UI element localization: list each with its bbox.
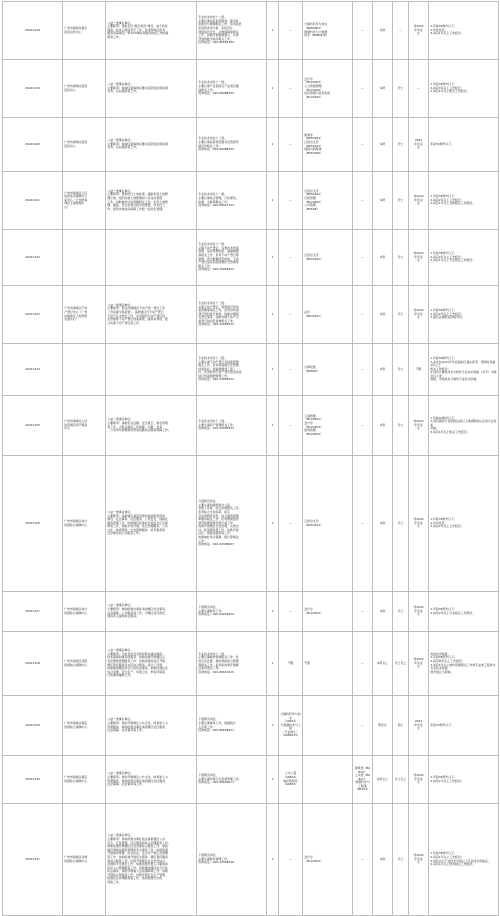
- degree-level-cell: 学士: [393, 230, 409, 286]
- college-major-cell: —: [353, 344, 373, 396]
- table-row: [3, 344, 499, 396]
- unit-name-cell: 广州市海珠区不动 产登记中心（广州 市海珠区土地利用 发展中心）: [63, 286, 106, 344]
- undergrad-major-cell: 新闻学 （B050301） 汉语言文学 （B050101） 网络与新媒体 （B050306）: [303, 118, 353, 172]
- unit-description-cell: 公益一类事业单位。 主要职责：协助街道办事处承担辖区社会事务、 社会保障、公共服务等工作，为辖区社区居民、 退役军人提供综合服务。: [106, 592, 197, 632]
- table-row: [3, 60, 499, 118]
- table-row: [3, 172, 499, 230]
- degree-level-cell: 学士: [393, 286, 409, 344]
- degree-level-cell: 学士: [393, 172, 409, 230]
- degree-level-cell: 学士: [393, 118, 409, 172]
- other-requirements-cell: 1.年龄35周岁以下； 2.具有2年以上工作经历； 3.通过法律职业资格考试。: [429, 286, 499, 344]
- position-duty-cell: 十级职员岗位。 主要从事财务工作。 咨询电话：020-84252654: [197, 592, 267, 632]
- other-requirements-cell: 1.年龄35周岁以下； 2.具有2年以上工作经历； 3.具有1年以上文秘相关工作经历。: [429, 172, 499, 230]
- college-major-cell: —: [353, 456, 373, 592]
- unit-name-cell: 广州市海珠区瑞宝 街道综合保障中心: [63, 756, 106, 804]
- hire-count-cell: 1: [267, 286, 279, 344]
- unit-description-cell: 公益一类事业单位。 主要职责：依法办理辖区不动产统一登记工作 （含房屋交易监管），承担辖区内不动产登记、 不动产证书核发工作，负责组织不动产登记信 息管理和不动产登记档案保管、服务和利用，配 合实施不动产登记等工作。: [106, 286, 197, 344]
- position-duty-cell: 十级职员岗位。 主要从事事务工作、数据统计 人员等工作。 咨询电话：020-89639971: [197, 696, 267, 756]
- education-level-cell: 本科: [373, 396, 393, 456]
- postgrad-major-cell: —: [279, 286, 303, 344]
- table-row: [3, 286, 499, 344]
- education-level-cell: 本科: [373, 230, 393, 286]
- degree-level-cell: 学士以上: [393, 756, 409, 804]
- other-requirements-cell: 1.年龄35周岁以下； 2.具有1年以上工作经历； 3.具有会计专业技术中级以上专业技术资格证， 4.具有1年以上财务相关工作经历。: [429, 804, 499, 916]
- unit-name-cell: 广州市海珠区人民 政府住房保障办公 室中心（广州市海 珠区土地整理中 心）: [63, 172, 106, 230]
- position-duty-cell: 专业技术岗位十二级。 从事不动产登记，管理登记和档 案管理等相关工作，负责对申请 登记资料进行审核，协助办理相 关登记事务，协助办理不动产交 易登记和信息查询相关工作。 咨询电话：020-34083622: [197, 286, 267, 344]
- other-requirements-cell: 1.年龄30周岁以下； 2.具有国家专业资格证或以上级或职称认定的专业技术 资格； 3.具有1年以上相关工作经历。: [429, 396, 499, 456]
- degree-level-cell: 硕士: [393, 696, 409, 756]
- candidate-source-cell: 非2022 年毕业 生: [409, 756, 429, 804]
- college-major-cell: 建筑类（B0810） 土木类（B0811） 管理科学与工程类 （B1201）: [353, 756, 373, 804]
- table-row: [3, 632, 499, 696]
- unit-description-cell: 公益一类事业单位。 主要职责：协助区委海珠区推动投资促进和招商 引资，企业服务等工作。: [106, 60, 197, 118]
- unit-description-cell: 公益一类事业单位。 主要职责：协助区委海珠区推动投资促进和招商 引资，企业服务等工作。: [106, 118, 197, 172]
- college-major-cell: —: [353, 696, 373, 756]
- position-duty-cell: 专业技术岗位十一级。 主要从事城市管理相关工作，负 责应急处置、城市网格综合管理 等相关工作，指导和协助开展辖 区建设项目工作。 咨询电话：020-89617626: [197, 632, 267, 696]
- undergrad-major-cell: 会计学 （B120203）: [303, 804, 353, 916]
- education-level-cell: 本科: [373, 592, 393, 632]
- table-row: [3, 230, 499, 286]
- education-level-cell: 本科以上: [373, 632, 393, 696]
- hire-count-cell: 1: [267, 118, 279, 172]
- other-requirements-cell: 年龄30周岁以下。: [429, 118, 499, 172]
- college-major-cell: —: [353, 172, 373, 230]
- postgrad-major-cell: —: [279, 60, 303, 118]
- other-requirements-cell: 1.年龄35周岁以下； 2.具有2年以上专业相关工作经历。: [429, 592, 499, 632]
- position-duty-cell: 九级职员岗位。 主要从事街道党政办公室、 党建工作室、综合治理相关工作， 负责综合文件起草、拟写 及党建教育宣传、综合服务管理 和服务相关工作；负责群团组织 建设和群团建设等日常工作； 协助开展辖区社会治理、文体活 动、政务服务等工作；协助开展 社区、网格化服务等工作； 协助做好综合保障、统计等相关 工作。 咨询电话：020-34398627: [197, 456, 267, 592]
- other-requirements-cell: 1.年龄35周岁以下； 2.中共党员； 3.具有2年以上工作经历。: [429, 456, 499, 592]
- job-code-cell: 20221219: [3, 60, 63, 118]
- college-major-cell: —: [353, 592, 373, 632]
- recruitment-table-page: [0, 1, 500, 885]
- candidate-source-cell: —: [409, 60, 429, 118]
- hire-count-cell: 1: [267, 396, 279, 456]
- postgrad-major-cell: 不限: [279, 632, 303, 696]
- education-level-cell: 本科: [373, 60, 393, 118]
- postgrad-major-cell: —: [279, 804, 303, 916]
- unit-name-cell: 广州市海珠区瑞宝 街道综合保障中心: [63, 696, 106, 756]
- unit-name-cell: 广州市海珠区数字 政府运营中心: [63, 2, 106, 60]
- education-level-cell: 本科以上: [373, 756, 393, 804]
- hire-count-cell: 1: [267, 632, 279, 696]
- table-row: [3, 456, 499, 592]
- unit-description-cell: 公益一类事业单位。 主要职责：协助开展辖区公共文化、体育和人力 资源服务，协助街道办事处承担辖区社区服务、 社会保障、社会事务等工作。: [106, 696, 197, 756]
- other-requirements-cell: 1.年龄30周岁以下； 2.本次在2022年年底前的应届生报考，须同时具备1年以上 相关工作经历； 3.具有计算机技术与软件专业技术资格（水平）中级及以上或 高级，中级具有计算机专业技术资格。: [429, 344, 499, 396]
- degree-level-cell: 学士以上: [393, 632, 409, 696]
- candidate-source-cell: 非2022 年毕业 生: [409, 230, 429, 286]
- job-code-cell: 20221226: [3, 456, 63, 592]
- college-major-cell: —: [353, 286, 373, 344]
- postgrad-major-cell: —: [279, 396, 303, 456]
- table-body: [3, 2, 499, 916]
- position-duty-cell: 专业技术岗位十一级。 主要从事综合管理，行政事务， 协调、文秘等相关工作。 咨询电话：020-89027704: [197, 172, 267, 230]
- table-row: [3, 696, 499, 756]
- postgrad-major-cell: 计算机科学与技术 （A0812） 大数据技术与工程 （专业硕士） （A084011）: [279, 696, 303, 756]
- unit-name-cell: 广州市海珠区华洲 街道综合保障中心: [63, 804, 106, 916]
- postgrad-major-cell: —: [279, 2, 303, 60]
- other-requirements-cell: 1.年龄35周岁以下； 2.具有1年以上工作经历。: [429, 756, 499, 804]
- candidate-source-cell: 非2022 年毕业 生: [409, 286, 429, 344]
- job-code-cell: 20221229: [3, 696, 63, 756]
- candidate-source-cell: 非2022 年毕业 生: [409, 2, 429, 60]
- unit-name-cell: 广州市海珠区赤沙 街道综合保障中心: [63, 592, 106, 632]
- other-requirements-cell: 此岗位需轮值； 1.年龄35周岁以下； 2.具有两年以上工作经历； 3.具有1年以上城市管理相关工作或专业或工程技术专业技术资格 或中级以上职称。: [429, 632, 499, 696]
- recruitment-table: [2, 1, 499, 916]
- candidate-source-cell: 不限: [409, 344, 429, 396]
- education-level-cell: 本科: [373, 456, 393, 592]
- job-code-cell: 20221227: [3, 592, 63, 632]
- education-level-cell: 本科: [373, 172, 393, 230]
- candidate-source-cell: 2022 年毕业 生: [409, 118, 429, 172]
- candidate-source-cell: 非2022 年毕业 生: [409, 804, 429, 916]
- unit-description-cell: [106, 230, 197, 286]
- position-duty-cell: 十级职员岗位。 主要从事环境卫生监督管理工作。 咨询电话：020-89639971: [197, 756, 267, 804]
- unit-description-cell: 公益一类事业单位。 主要职责：贯彻执行土地政策，编制年度土地整 理计划；组织实施土地整理和公有住房管理 工作，协助做好住房保障相关工作。负责土地整 理、储备、出让实施过程中的管理、技术性工 作，组织实施住房保障工作统一信息化管理。: [106, 172, 197, 230]
- unit-description-cell: 公益一类事业单位。 主要职责：协助街道办事处依法承担辖区公共 安全、应急管理、社区服务和综合治理服务工作， 协助街道开展辖区社会治理综合服务工作；承担 辖区网格化服务管理和安全事务工作；协助街道 开展城市管理、综合执法、安全生产和应急管理 等工作；协助街道开展民生服务、便民利民服务 等综合服务工作；协助开展辖区社会治安综合 治理和平安建设工作；协助街道开展人口服务和 流动人口管理服务工作；协助推进辖区综合行政 执法事务，协助开展重大活动保障等工作；协助 开展统计调查等工作；协助开展安全生产管理、 街道社区协调服务等工作，承担街道交办的 其他工作。: [106, 804, 197, 916]
- unit-description-cell: 公益一类事业单位。 主要职责：为社会治安突防和防灾减灾提供 技术保障和事务性服务；协助街道开展辖区应 急处置等管理服务工作；协助街道和社区开展 便民利民服务及社区综合服务、统计工作等； 协助推进辖区综合行政执法事务、承担街道社区 综合治理、安全生产、环境卫生、市容环境等 行政事务辅助工作。: [106, 632, 197, 696]
- education-level-cell: 本科: [373, 344, 393, 396]
- degree-level-cell: —: [393, 2, 409, 60]
- position-duty-cell: 专业技术岗位十二级。 主要从事不动产登记及档案管理 相关工作，负责档案数字化管理、 档案信息、档案数据加工等工 作，负责使用不动产登记相关系统 进行档案数据管理工作。 咨询电话：020-34083622: [197, 344, 267, 396]
- unit-name-cell: 广州市海珠区投资 促进中心: [63, 118, 106, 172]
- position-duty-cell: 专业技术岗位十二级。 主要从事信息系统规划、数字政 府建设与管理相关工作，负责信息 系统的需求分析、系统设计、 网络信息安全、运维保障等相关 工作，协助开展数据整合、共享 开放和数字政府相关工作。 咨询电话：020-86662384: [197, 2, 267, 60]
- postgrad-major-cell: —: [279, 456, 303, 592]
- candidate-source-cell: 非2022 年毕业 生: [409, 592, 429, 632]
- job-code-cell: 20221230: [3, 756, 63, 804]
- job-code-cell: 20221218: [3, 2, 63, 60]
- undergrad-major-cell: 会计学 （B120203）: [303, 592, 353, 632]
- degree-level-cell: 学士: [393, 344, 409, 396]
- postgrad-major-cell: —: [279, 172, 303, 230]
- other-requirements-cell: 年龄30周岁以下。: [429, 696, 499, 756]
- job-code-cell: 20221221: [3, 172, 63, 230]
- position-duty-cell: 专业技术岗位十二级。 主要从事投资项目服务及营商环 境宣传相关工作。 咨询电话：020-89088359: [197, 118, 267, 172]
- position-duty-cell: 十级职员岗位。 主要从事财务管理工作。 咨询电话：020-34383548: [197, 804, 267, 916]
- candidate-source-cell: 非2022 年毕业 生: [409, 456, 429, 592]
- hire-count-cell: 1: [267, 172, 279, 230]
- unit-name-cell: [63, 230, 106, 286]
- table-row: [3, 2, 499, 60]
- unit-description-cell: 公益一类事业单位。 主要职责：承担机关后勤、安全保卫、物业管理 等工作，为机关提供工作保障、运维、会务 、公务用车管理和使用等后勤综合服务保障工作。: [106, 396, 197, 456]
- unit-name-cell: 广州市海珠区凤阳 街道综合保障中心: [63, 632, 106, 696]
- undergrad-major-cell: 工商管理 （B120201） 会计学 （B120203） 财务管理 （B120204）: [303, 396, 353, 456]
- postgrad-major-cell: —: [279, 344, 303, 396]
- hire-count-cell: 1: [267, 2, 279, 60]
- other-requirements-cell: 1.年龄35周岁以下； 2.具有2年以上工作经历； 3.具有1年以上专业相关工作经历。: [429, 230, 499, 286]
- table-row: [3, 592, 499, 632]
- other-requirements-cell: 1.年龄35周岁以下； 2.中共党员； 3.具有1年以上工作经历。: [429, 2, 499, 60]
- job-code-cell: 20221223: [3, 286, 63, 344]
- postgrad-major-cell: 土木工程 （A0814） 城乡规划学 （A0833）: [279, 756, 303, 804]
- degree-level-cell: 学士: [393, 804, 409, 916]
- undergrad-major-cell: 会计学 （B120203） 人力资源管理 （B120206） 信息管理与信息系统 （B120102）: [303, 60, 353, 118]
- job-code-cell: 20221224: [3, 344, 63, 396]
- table-row: [3, 396, 499, 456]
- undergrad-major-cell: 汉语言文学 （B050101）: [303, 456, 353, 592]
- hire-count-cell: 1: [267, 804, 279, 916]
- undergrad-major-cell: 汉语言文学 （B050101） 行政管理 （B120402） 公共管理 （B0508）: [303, 172, 353, 230]
- postgrad-major-cell: —: [279, 230, 303, 286]
- hire-count-cell: 1: [267, 344, 279, 396]
- unit-description-cell: [106, 344, 197, 396]
- hire-count-cell: 1: [267, 592, 279, 632]
- undergrad-major-cell: 法学 （B030101）: [303, 286, 353, 344]
- unit-name-cell: 广州市海珠区赤沙 街道综合保障中心: [63, 456, 106, 592]
- job-code-cell: 20221231: [3, 804, 63, 916]
- undergrad-major-cell: 计算机类 （B0809）: [303, 344, 353, 396]
- undergrad-major-cell: 计算机科学与技术 （B080901） 数据科学与大数据 技术（B080910）: [303, 2, 353, 60]
- hire-count-cell: 1: [267, 756, 279, 804]
- hire-count-cell: 1: [267, 456, 279, 592]
- college-major-cell: —: [353, 804, 373, 916]
- college-major-cell: —: [353, 230, 373, 286]
- degree-level-cell: 学士: [393, 396, 409, 456]
- unit-name-cell: [63, 344, 106, 396]
- job-code-cell: 20221225: [3, 396, 63, 456]
- other-requirements-cell: 1.年龄35周岁以下； 2.具有3年以上工作经历； 3.具有1年以上相关工作经历。: [429, 60, 499, 118]
- candidate-source-cell: 非2022 年毕业 生: [409, 632, 429, 696]
- undergrad-major-cell: [303, 696, 353, 756]
- postgrad-major-cell: —: [279, 118, 303, 172]
- position-duty-cell: 专业技术岗位十一级。 主要从事产业招商及产业项目推 进相关工作。 咨询电话：020-89088359: [197, 60, 267, 118]
- hire-count-cell: 1: [267, 696, 279, 756]
- table-row: [3, 118, 499, 172]
- job-code-cell: 20221220: [3, 118, 63, 172]
- degree-level-cell: 学士: [393, 456, 409, 592]
- candidate-source-cell: 非2022 年毕业 生: [409, 396, 429, 456]
- hire-count-cell: 1: [267, 60, 279, 118]
- college-major-cell: —: [353, 396, 373, 456]
- education-level-cell: 研究生: [373, 696, 393, 756]
- hire-count-cell: 1: [267, 230, 279, 286]
- degree-level-cell: 学士: [393, 592, 409, 632]
- education-level-cell: 本科: [373, 804, 393, 916]
- education-level-cell: 本科: [373, 118, 393, 172]
- unit-name-cell: 广州市海珠区人民 政府国有资产服务 中心: [63, 396, 106, 456]
- unit-name-cell: 广州市海珠区投资 促进中心: [63, 60, 106, 118]
- undergrad-major-cell: 汉语言文学 （B050101）: [303, 230, 353, 286]
- education-level-cell: 本科: [373, 286, 393, 344]
- job-code-cell: 20221222: [3, 230, 63, 286]
- unit-description-cell: 公益一类事业单位。 主要职责：协助开展辖区公共文化、体育和人力 资源服务，协助街道办事处承担辖区社区服务、 社会保障、社会事务等工作。: [106, 756, 197, 804]
- college-major-cell: —: [353, 632, 373, 696]
- college-major-cell: —: [353, 2, 373, 60]
- table-row: [3, 756, 499, 804]
- unit-description-cell: 公益一类事业单位。 主要职责：承担辖区基层党建和基层组织阵地 建设、社会事务、社区服务、公共安全、网格化 服务管理工作，协助辖区驻地社会和安全应急保 障等工作，承担市容环境、综合治理服务、公共 文化、体育服务、社会保障服务、老年服务等 社会事务和公共服务工作。: [106, 456, 197, 592]
- position-duty-cell: 专业技术岗位十一级。 从事不动产登记、各类技术档案 管理、信息管理系统、基础数据 等相关工作，负责不动产登记簿 管理、登记数据质量核查、不动 产登记信息系统的维护及管理等 相关工作。 咨询电话：020-34083622: [197, 230, 267, 286]
- candidate-source-cell: 2022 年毕业 生: [409, 696, 429, 756]
- college-major-cell: —: [353, 60, 373, 118]
- candidate-source-cell: 非2022 年毕业 生: [409, 172, 429, 230]
- position-duty-cell: 专业技术岗位十二级。 主要从事资产管理相关工作。 咨询电话：020-83005323: [197, 396, 267, 456]
- postgrad-major-cell: —: [279, 592, 303, 632]
- unit-description-cell: 公益一类事业单位。 主要职责：承担全区"数字政府"建设、电子政务 网络、政务云等信息化工作，负责海珠区政务 服务和海珠区广州12345政务服务热线工作的保 障等工作。: [106, 2, 197, 60]
- table-row: [3, 804, 499, 916]
- education-level-cell: 本科: [373, 2, 393, 60]
- degree-level-cell: 学士: [393, 60, 409, 118]
- college-major-cell: —: [353, 118, 373, 172]
- job-code-cell: 20221228: [3, 632, 63, 696]
- undergrad-major-cell: [303, 756, 353, 804]
- undergrad-major-cell: 不限: [303, 632, 353, 696]
